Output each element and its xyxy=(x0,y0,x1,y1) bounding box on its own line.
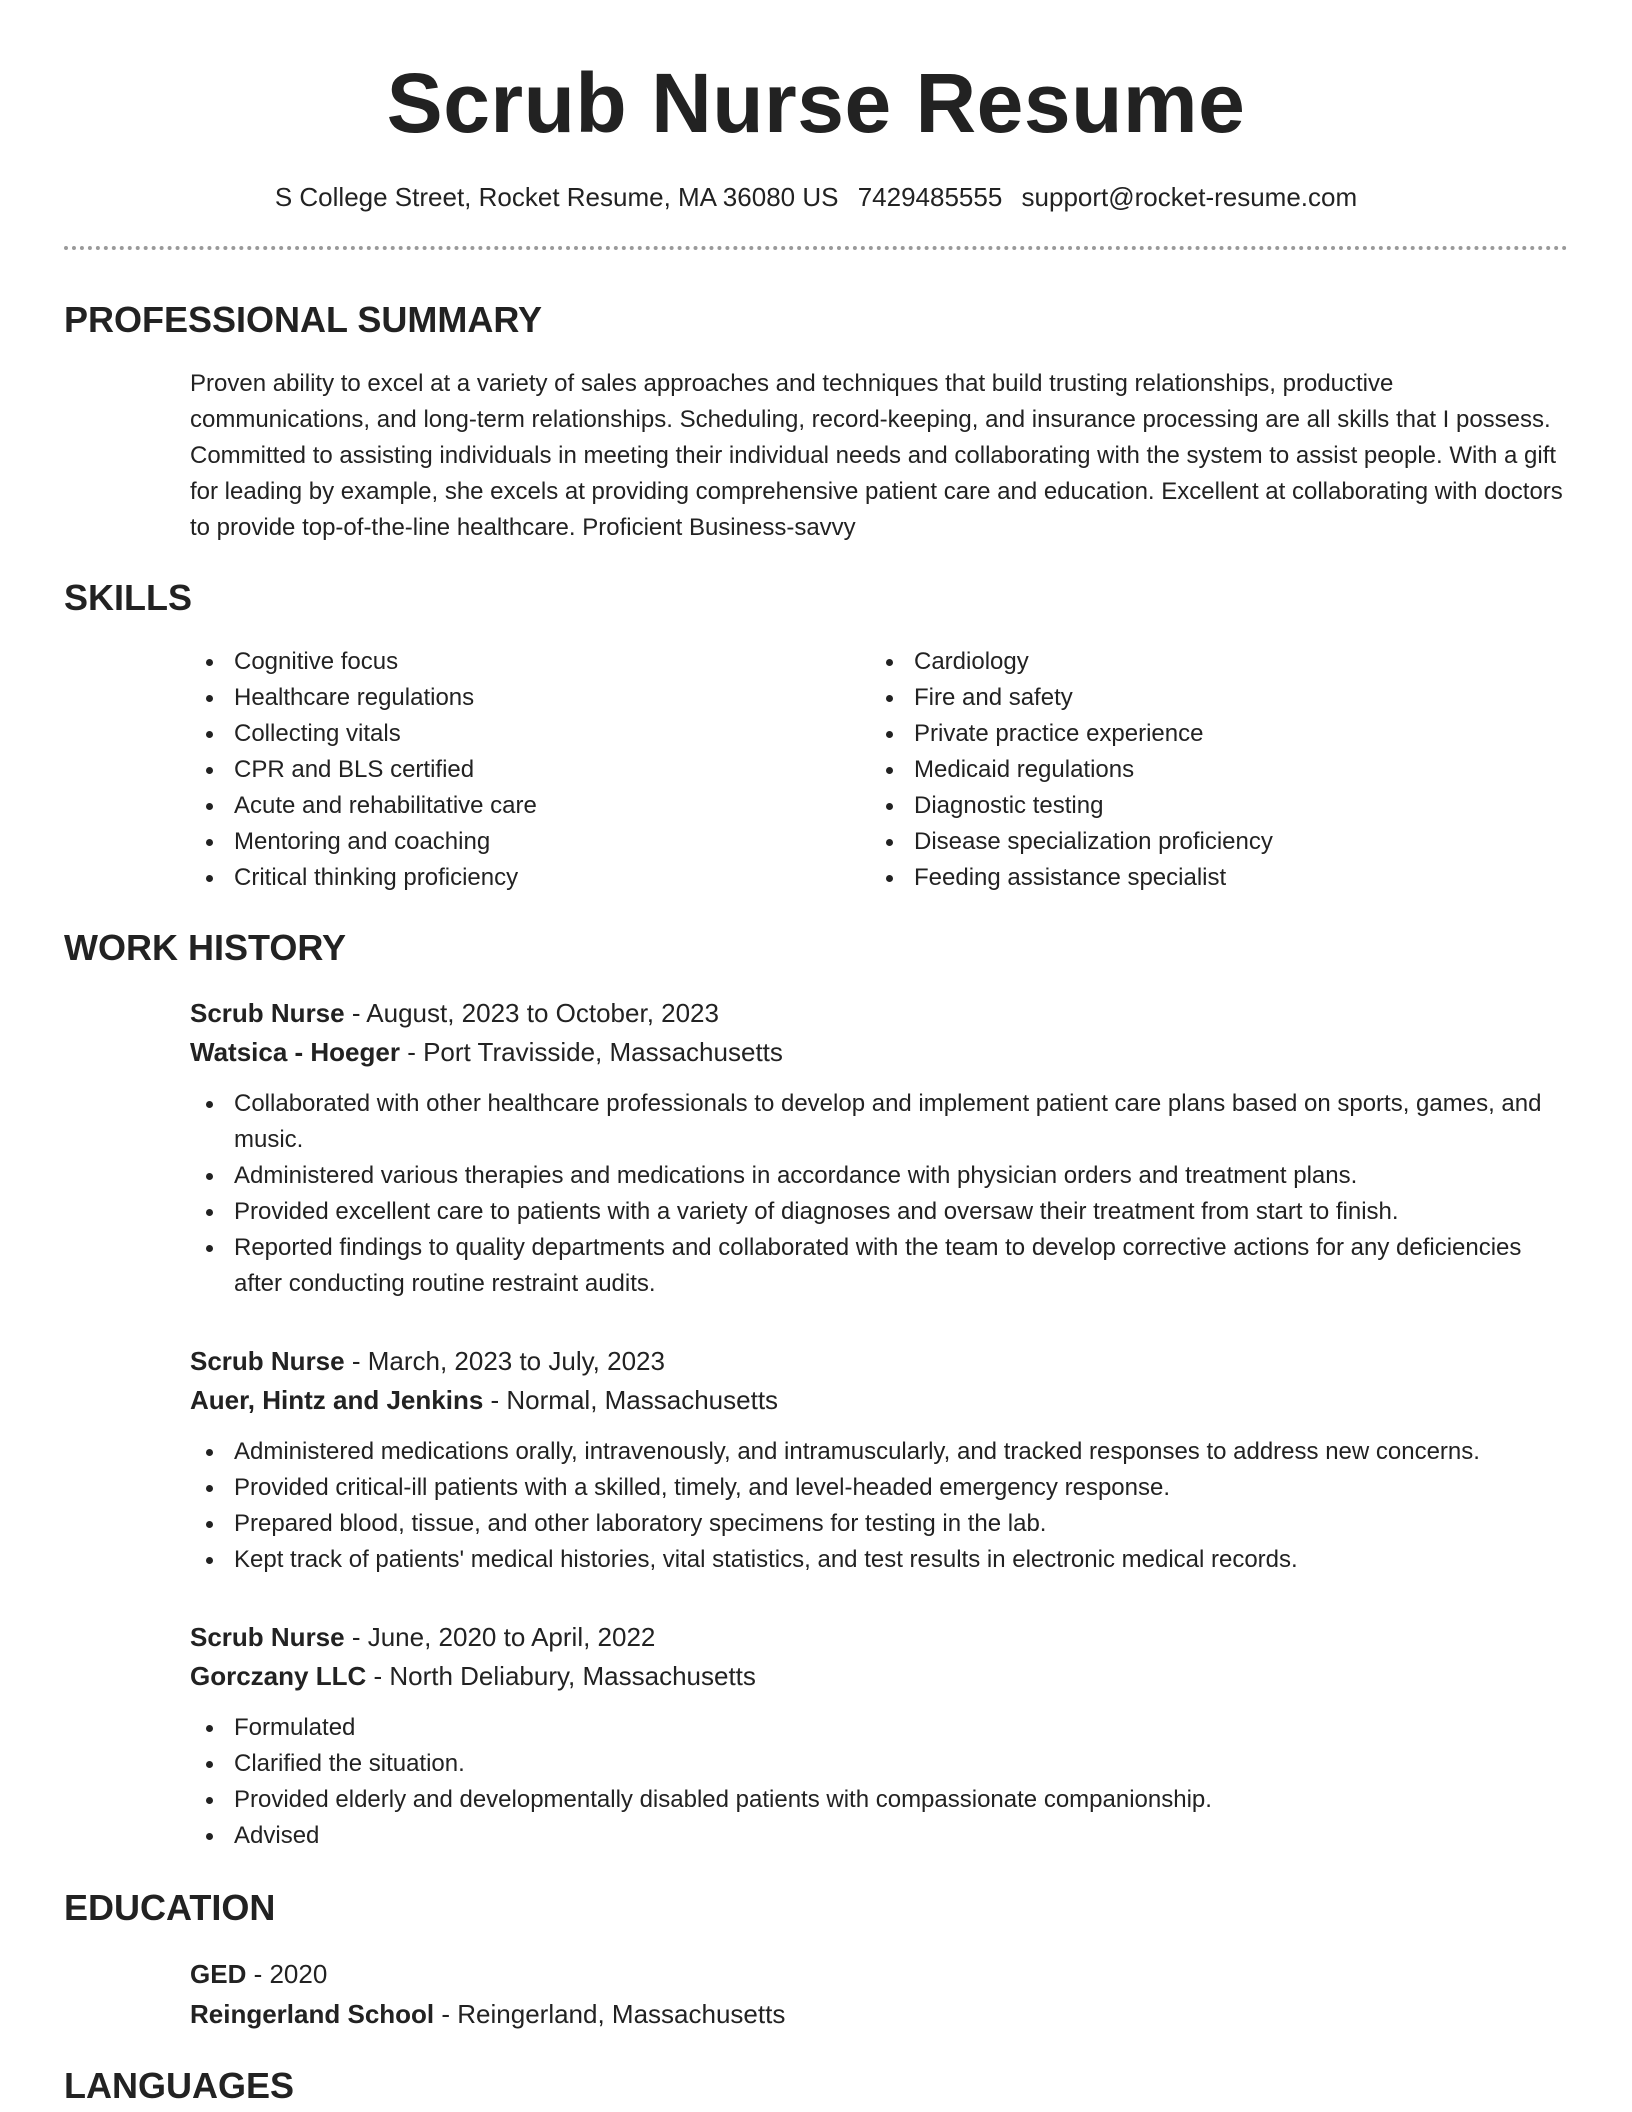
job-entry xyxy=(190,994,1568,1302)
job-dates: - March, 2023 to July, 2023 xyxy=(344,1346,665,1376)
contact-phone: 7429485555 xyxy=(857,182,1003,212)
job-bullet: Kept track of patients' medical histories, vital statistics, and test results in electronic medical records. xyxy=(190,1542,1568,1578)
education-degree-line xyxy=(190,1954,1568,1994)
job-company: Auer, Hintz and Jenkins xyxy=(190,1385,484,1415)
job-bullets xyxy=(190,1710,1568,1854)
skills-list xyxy=(190,644,1568,896)
job-title-line xyxy=(190,1342,1568,1381)
job-bullet: Clarified the situation. xyxy=(190,1746,1568,1782)
job-bullet: Administered medications orally, intravenously, and intramuscularly, and tracked responses to address new concerns. xyxy=(190,1434,1568,1470)
job-location: - Normal, Massachusetts xyxy=(483,1385,779,1415)
job-entry xyxy=(190,1618,1568,1854)
skill-item: Private practice experience xyxy=(870,716,1550,752)
job-bullet: Provided excellent care to patients with a variety of diagnoses and oversaw their treatment from start to finish. xyxy=(190,1194,1568,1230)
skills-column-left xyxy=(190,644,870,896)
job-bullets xyxy=(190,1086,1568,1302)
contact-line xyxy=(64,180,1568,214)
job-company: Gorczany LLC xyxy=(190,1661,367,1691)
job-title-line xyxy=(190,1618,1568,1657)
job-dates: - June, 2020 to April, 2022 xyxy=(344,1622,656,1652)
education-degree: GED xyxy=(190,1959,247,1989)
job-bullet: Formulated xyxy=(190,1710,1568,1746)
job-title: Scrub Nurse xyxy=(190,998,345,1028)
summary-heading: PROFESSIONAL SUMMARY xyxy=(64,299,543,340)
skills-column-right xyxy=(870,644,1550,896)
skill-item: Mentoring and coaching xyxy=(190,824,870,860)
skill-item: Healthcare regulations xyxy=(190,680,870,716)
skill-item: Cardiology xyxy=(870,644,1550,680)
job-bullet: Prepared blood, tissue, and other laboratory specimens for testing in the lab. xyxy=(190,1506,1568,1542)
job-bullets xyxy=(190,1434,1568,1578)
skill-item: Fire and safety xyxy=(870,680,1550,716)
skill-item: Disease specialization proficiency xyxy=(870,824,1550,860)
skill-item: Cognitive focus xyxy=(190,644,870,680)
job-company: Watsica - Hoeger xyxy=(190,1037,400,1067)
job-location: - Port Travisside, Massachusetts xyxy=(399,1037,783,1067)
job-title-line xyxy=(190,994,1568,1033)
job-title: Scrub Nurse xyxy=(190,1622,345,1652)
job-bullet: Administered various therapies and medications in accordance with physician orders and treatment plans. xyxy=(190,1158,1568,1194)
education-heading: EDUCATION xyxy=(64,1887,276,1928)
education-year: - 2020 xyxy=(246,1959,328,1989)
summary-text: Proven ability to excel at a variety of sales approaches and techniques that build trusting relationships, productive communications, and long-term relationships. Scheduling, record-keeping, and insurance processing are all skills that I possess. Committed to assisting individuals in meeting their individual needs and collaborating with the system to assist people. With a gift for leading by example, she excels at providing comprehensive patient care and education. Excellent at collaborating with doctors to provide top-of-the-line healthcare. Proficient Business-savvy xyxy=(190,370,1563,541)
job-bullet: Reported findings to quality departments and collaborated with the team to develop corrective actions for any deficiencies after conducting routine restraint audits. xyxy=(190,1230,1568,1302)
resume-title: Scrub Nurse Resume xyxy=(386,56,1246,150)
languages-heading: LANGUAGES xyxy=(64,2065,295,2106)
job-bullet: Provided critical-ill patients with a skilled, timely, and level-headed emergency response. xyxy=(190,1470,1568,1506)
job-company-line xyxy=(190,1381,1568,1420)
job-bullet: Provided elderly and developmentally disabled patients with compassionate companionship. xyxy=(190,1782,1568,1818)
skills-heading: SKILLS xyxy=(64,577,193,618)
job-entry xyxy=(190,1342,1568,1578)
skill-item: Acute and rehabilitative care xyxy=(190,788,870,824)
job-company-line xyxy=(190,1657,1568,1696)
skill-item: CPR and BLS certified xyxy=(190,752,870,788)
contact-email: support@rocket-resume.com xyxy=(1021,182,1358,212)
skill-item: Diagnostic testing xyxy=(870,788,1550,824)
job-location: - North Deliabury, Massachusetts xyxy=(366,1661,756,1691)
education-entry xyxy=(190,1954,1568,2034)
education-school-line xyxy=(190,1994,1568,2034)
education-school: Reingerland School xyxy=(190,1999,435,2029)
education-location: - Reingerland, Massachusetts xyxy=(434,1999,786,2029)
contact-address: S College Street, Rocket Resume, MA 36080 US xyxy=(274,182,839,212)
job-bullet: Collaborated with other healthcare professionals to develop and implement patient care plans based on sports, games, and music. xyxy=(190,1086,1568,1158)
job-company-line xyxy=(190,1033,1568,1072)
skill-item: Medicaid regulations xyxy=(870,752,1550,788)
skill-item: Critical thinking proficiency xyxy=(190,860,870,896)
header-divider xyxy=(64,246,1568,250)
job-title: Scrub Nurse xyxy=(190,1346,345,1376)
skill-item: Feeding assistance specialist xyxy=(870,860,1550,896)
skill-item: Collecting vitals xyxy=(190,716,870,752)
job-bullet: Advised xyxy=(190,1818,1568,1854)
work-history-heading: WORK HISTORY xyxy=(64,927,347,968)
job-dates: - August, 2023 to October, 2023 xyxy=(344,998,719,1028)
